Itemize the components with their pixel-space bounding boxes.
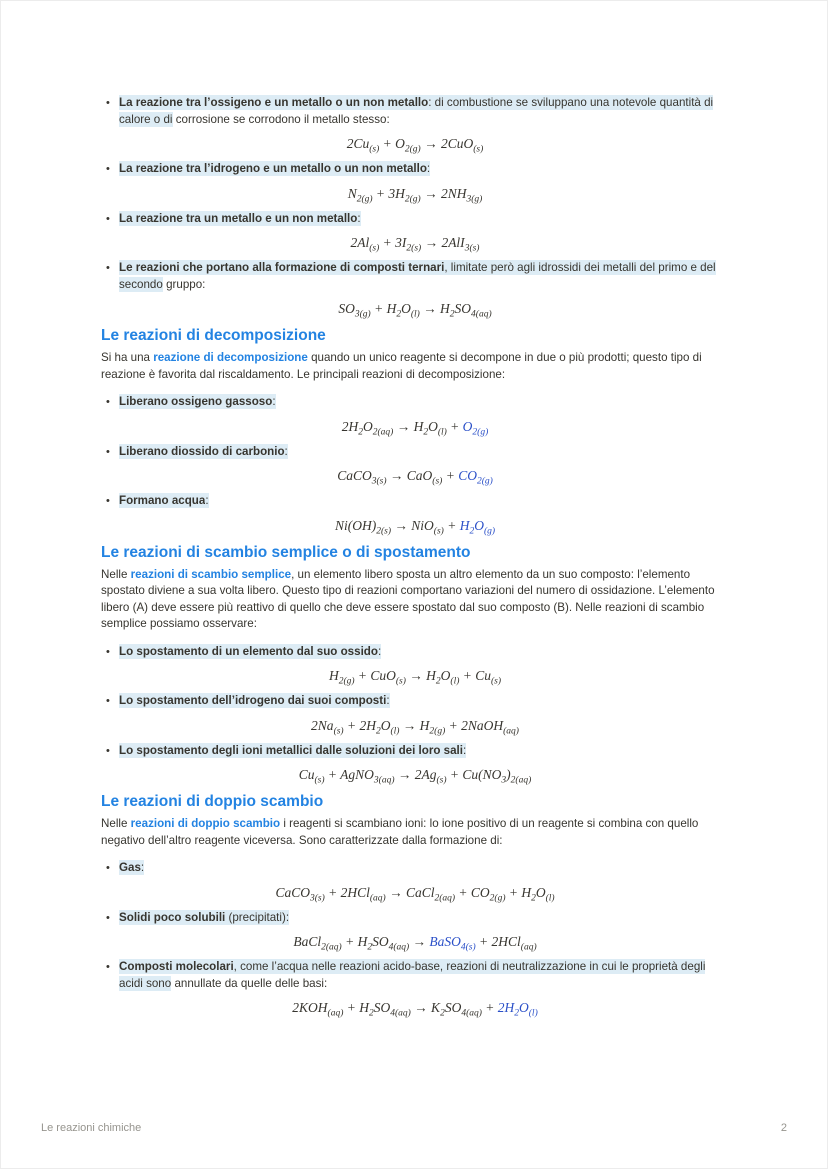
equation-term: + H bbox=[341, 934, 368, 949]
page-footer bbox=[41, 1122, 787, 1134]
bullet-text bbox=[119, 959, 729, 992]
equation-term: 3(s) bbox=[371, 476, 387, 487]
bullet-text bbox=[119, 644, 729, 661]
equation-term: 2 bbox=[368, 1008, 374, 1019]
equation-term: 2(g) bbox=[404, 144, 421, 155]
equation-term: SO bbox=[454, 301, 472, 316]
equation-term: + H bbox=[370, 301, 397, 316]
equation-term: + 2HCl bbox=[475, 934, 521, 949]
text-run: quando un unico reagente si decompone in due o più prodotti; questo tipo di reazione è favorita dal riscaldamento. Le principali reazioni di decomposizione: bbox=[101, 351, 702, 381]
highlighted-text: Composti molecolari bbox=[119, 960, 234, 973]
bullet-item bbox=[101, 493, 729, 510]
highlighted-text: : bbox=[272, 395, 276, 408]
text-run: Nelle bbox=[101, 567, 131, 581]
highlighted-text: : bbox=[463, 743, 467, 757]
equation-term: → NiO bbox=[391, 517, 434, 533]
equation-term: SO bbox=[373, 1000, 391, 1015]
highlighted-text: Gas bbox=[119, 861, 141, 874]
equation-term: → bbox=[409, 934, 430, 949]
text-run: gruppo: bbox=[162, 277, 206, 291]
accent-text: reazioni di doppio scambio bbox=[130, 817, 281, 830]
chemical-equation bbox=[101, 418, 729, 438]
highlighted-text: : bbox=[284, 444, 288, 458]
equation-term: + bbox=[446, 418, 463, 434]
equation-term: 2 bbox=[514, 1008, 520, 1019]
bullet-marker: • bbox=[106, 695, 110, 707]
bullet-marker: • bbox=[106, 262, 110, 274]
bullet-text bbox=[119, 394, 729, 411]
equation-term: (s) bbox=[433, 526, 444, 537]
equation-term: N bbox=[347, 185, 357, 201]
highlighted-text: , come l’acqua nelle reazioni acido-base, reazioni di neutralizzazione in cui le proprietà degli acidi sono bbox=[119, 960, 706, 990]
equation-term: 3(s) bbox=[464, 243, 480, 254]
equation-term: → 2CuO bbox=[420, 136, 474, 151]
highlighted-text: : bbox=[140, 861, 145, 874]
equation-term: + 2H bbox=[343, 717, 376, 733]
footer-doc-title: Le reazioni chimiche bbox=[41, 1122, 142, 1134]
equation-term: 2 bbox=[440, 1008, 445, 1019]
equation-term: O bbox=[519, 1000, 529, 1015]
equation-term: O bbox=[363, 418, 373, 434]
equation-term: 2(g) bbox=[429, 726, 446, 737]
text-run: corrosione se corrodono il metallo stesso: bbox=[172, 112, 390, 126]
equation-term: → K bbox=[410, 1000, 441, 1015]
bullet-marker: • bbox=[106, 396, 110, 408]
paragraph bbox=[101, 567, 729, 633]
equation-term: 3(g) bbox=[354, 309, 371, 320]
equation-term: 2(aq) bbox=[321, 942, 342, 953]
highlighted-text: (precipitati): bbox=[225, 910, 290, 924]
text-run: Nelle bbox=[101, 817, 131, 830]
bullet-item bbox=[101, 959, 729, 992]
equation-term: (s) bbox=[473, 144, 484, 155]
highlighted-text: : di combustione se sviluppano una notevole quantità di calore o di bbox=[119, 96, 714, 126]
equation-term: (s) bbox=[314, 775, 325, 786]
equation-term: 2 bbox=[367, 942, 373, 953]
bullet-text bbox=[119, 211, 729, 228]
paragraph bbox=[101, 350, 729, 383]
section-heading: Le reazioni di scambio semplice o di spostamento bbox=[101, 543, 471, 561]
equation-term: → 2Ag bbox=[394, 767, 437, 782]
equation-term: (l) bbox=[390, 726, 400, 737]
equation-term: 2 bbox=[375, 726, 381, 737]
bullet-marker: • bbox=[106, 645, 110, 658]
equation-term: (aq) bbox=[520, 942, 537, 953]
equation-term: (s) bbox=[436, 775, 447, 786]
equation-term: + H bbox=[505, 884, 532, 900]
page-number: 2 bbox=[780, 1122, 787, 1134]
equation-term: O bbox=[474, 517, 484, 533]
equation-term: (aq) bbox=[327, 1008, 344, 1019]
bullet-text bbox=[119, 95, 729, 128]
highlighted-text: La reazione tra l’idrogeno e un metallo o un non metallo bbox=[119, 162, 427, 175]
equation-term: + CO bbox=[455, 884, 490, 900]
chemical-equation bbox=[101, 235, 729, 254]
equation-term: (s) bbox=[369, 243, 380, 254]
bullet-item bbox=[101, 693, 729, 710]
equation-term: 2Cu bbox=[346, 136, 370, 151]
equation-term: 2(s) bbox=[406, 243, 422, 254]
equation-term: 2(g) bbox=[489, 893, 506, 904]
equation-term: + bbox=[442, 468, 459, 483]
bullet-marker: • bbox=[106, 862, 110, 874]
bullet-marker: • bbox=[106, 97, 110, 109]
bullet-marker: • bbox=[106, 744, 110, 757]
equation-term: (s) bbox=[369, 144, 380, 155]
highlighted-text: Formano acqua bbox=[119, 494, 206, 507]
highlighted-text: Solidi poco solubili bbox=[119, 910, 226, 924]
bullet-text bbox=[119, 493, 729, 510]
equation-term: 2(aq) bbox=[434, 893, 456, 904]
highlighted-text: Le reazioni che portano alla formazione di composti ternari bbox=[119, 261, 445, 274]
equation-term: SO bbox=[372, 934, 389, 949]
equation-term: BaSO bbox=[429, 934, 461, 949]
bullet-text bbox=[119, 860, 729, 877]
highlighted-text: La reazione tra l’ossigeno e un metallo o un non metallo bbox=[119, 96, 429, 109]
equation-term: 2KOH bbox=[292, 1000, 328, 1015]
equation-term: BaCl bbox=[293, 934, 322, 949]
equation-term: (s) bbox=[395, 676, 406, 687]
equation-term: (aq) bbox=[369, 893, 386, 904]
text-run: Si ha una bbox=[101, 351, 154, 364]
section-heading: Le reazioni di doppio scambio bbox=[101, 793, 324, 810]
equation-term: 2 bbox=[435, 676, 441, 687]
equation-term: 2Al bbox=[350, 235, 370, 250]
equation-term: SO bbox=[338, 301, 355, 316]
highlighted-text: Lo spostamento dell’idrogeno dai suoi composti bbox=[119, 694, 387, 707]
equation-term: 3(s) bbox=[309, 893, 325, 904]
highlighted-text: : bbox=[386, 694, 390, 707]
bullet-item bbox=[101, 644, 729, 661]
highlighted-text: , limitate però agli idrossidi dei metalli del primo e del secondo bbox=[119, 261, 716, 291]
equation-term: (l) bbox=[450, 676, 460, 687]
equation-term: + Cu(NO bbox=[446, 767, 502, 782]
chemical-equation bbox=[101, 767, 729, 786]
bullet-item bbox=[101, 394, 729, 411]
bullet-item bbox=[101, 161, 729, 178]
equation-term: 4(s) bbox=[460, 942, 476, 953]
equation-term: + CuO bbox=[354, 668, 396, 683]
bullet-text bbox=[119, 743, 729, 760]
bullet-marker: • bbox=[106, 163, 110, 175]
bullet-marker: • bbox=[106, 495, 110, 507]
bullet-marker: • bbox=[106, 911, 110, 924]
equation-term: → H bbox=[419, 301, 450, 316]
equation-term: Cu bbox=[298, 767, 315, 782]
bullet-text bbox=[119, 260, 729, 293]
chemical-equation bbox=[101, 185, 729, 205]
chemical-equation bbox=[101, 517, 729, 537]
equation-term: 3(aq) bbox=[373, 775, 395, 786]
equation-term: 2 bbox=[531, 893, 536, 904]
equation-term: + bbox=[443, 517, 460, 533]
equation-term: 4(aq) bbox=[471, 309, 492, 320]
equation-term: 2H bbox=[497, 1000, 515, 1015]
highlighted-text: : bbox=[357, 211, 361, 225]
equation-term: CO bbox=[458, 468, 477, 483]
equation-term: + 3I bbox=[379, 235, 407, 250]
equation-term: (s) bbox=[432, 476, 443, 487]
equation-term: 2(g) bbox=[476, 476, 493, 487]
chemical-equation bbox=[101, 934, 729, 953]
equation-term: (aq) bbox=[503, 726, 519, 737]
highlighted-text: : bbox=[205, 494, 209, 507]
equation-term: (l) bbox=[545, 893, 555, 904]
bullet-item bbox=[101, 444, 729, 461]
equation-term: 2H bbox=[341, 418, 359, 434]
equation-term: O bbox=[440, 668, 451, 683]
equation-term: Ni(OH) bbox=[334, 517, 377, 533]
equation-term: → 2NH bbox=[420, 185, 467, 201]
equation-term: → H bbox=[405, 668, 436, 683]
bullet-marker: • bbox=[106, 212, 110, 225]
equation-term: + 3H bbox=[372, 185, 405, 201]
equation-term: O bbox=[535, 884, 546, 900]
bullet-text bbox=[119, 693, 729, 710]
equation-term: O bbox=[428, 418, 438, 434]
equation-term: 2(g) bbox=[472, 427, 489, 438]
paragraph bbox=[101, 816, 729, 849]
chemical-equation bbox=[101, 1000, 729, 1019]
equation-term: (s) bbox=[333, 726, 344, 737]
equation-term: → H bbox=[393, 418, 424, 434]
equation-term: 2(g) bbox=[356, 194, 373, 205]
text-run: i reagenti si scambiano ioni: lo ione positivo di un reagente si combina con quello negativo dell’altro reagente viceversa. Sono caratterizzate dalla formazione di: bbox=[101, 817, 699, 847]
equation-term: 4(aq) bbox=[390, 1008, 411, 1019]
highlighted-text: Liberano ossigeno gassoso bbox=[119, 395, 273, 408]
chemical-equation bbox=[101, 468, 729, 487]
equation-term: 2(aq) bbox=[510, 775, 532, 786]
equation-term: H bbox=[328, 668, 339, 683]
bullet-text bbox=[119, 161, 729, 178]
chemical-equation bbox=[101, 301, 729, 320]
highlighted-text: Lo spostamento di un elemento dal suo ossido bbox=[119, 644, 378, 658]
equation-term: 4(aq) bbox=[388, 942, 410, 953]
bullet-marker: • bbox=[106, 961, 110, 973]
equation-term: → 2AlI bbox=[421, 235, 465, 250]
bullet-item bbox=[101, 743, 729, 760]
equation-term: → H bbox=[399, 717, 430, 733]
equation-term: 2 bbox=[449, 309, 455, 320]
equation-term: + 2NaOH bbox=[445, 717, 504, 733]
equation-term: + Cu bbox=[459, 668, 492, 683]
equation-term: CaCO bbox=[275, 884, 310, 900]
chemical-equation bbox=[101, 136, 729, 155]
highlighted-text: Lo spostamento degli ioni metallici dalle soluzioni dei loro sali bbox=[119, 743, 464, 757]
equation-term: + O bbox=[379, 136, 405, 151]
equation-term: 2(g) bbox=[404, 194, 421, 205]
equation-term: → CaO bbox=[386, 468, 433, 483]
bullet-marker: • bbox=[106, 445, 110, 458]
equation-term: 2(g) bbox=[338, 676, 355, 687]
equation-term: → CaCl bbox=[385, 884, 435, 900]
equation-term: 2(s) bbox=[376, 526, 392, 537]
equation-term: (g) bbox=[483, 526, 496, 537]
bullet-item bbox=[101, 910, 729, 927]
equation-term: 2 bbox=[358, 427, 363, 438]
bullet-item bbox=[101, 260, 729, 293]
equation-term: H bbox=[459, 517, 470, 533]
equation-term: + bbox=[481, 1000, 498, 1015]
equation-term: 4(aq) bbox=[461, 1008, 482, 1019]
equation-term: (l) bbox=[528, 1008, 538, 1019]
text-run: , un elemento libero sposta un altro elemento da un suo composto: l’elemento spostato diviene a sua volta libero. Questo tipo di reazioni comportano variazioni del numero di ossidazione. L’elemento libero (A) deve essere più reattivo di quello che deve essere spostato dal suo composto (B). Nelle reazioni di scambio semplice possiamo osservare: bbox=[101, 567, 715, 630]
bullet-item bbox=[101, 95, 729, 128]
equation-term: + H bbox=[343, 1000, 369, 1015]
highlighted-text: La reazione tra un metallo e un non metallo bbox=[119, 211, 358, 225]
equation-term: SO bbox=[444, 1000, 462, 1015]
equation-term: 2 bbox=[469, 526, 475, 537]
accent-text: reazione di decomposizione bbox=[153, 351, 308, 364]
equation-term: 2(aq) bbox=[372, 427, 394, 438]
equation-term: (l) bbox=[437, 427, 447, 438]
equation-term: 3(g) bbox=[466, 194, 483, 205]
text-run: annullate da quelle delle basi: bbox=[171, 976, 328, 990]
bullet-text bbox=[119, 910, 729, 927]
equation-term: O bbox=[401, 301, 411, 316]
equation-term: 2 bbox=[396, 309, 402, 320]
bullet-item bbox=[101, 211, 729, 228]
equation-term: 3 bbox=[501, 775, 507, 786]
equation-term: 2 bbox=[423, 427, 429, 438]
equation-term: (l) bbox=[410, 309, 420, 320]
chemical-equation bbox=[101, 884, 729, 904]
highlighted-text: : bbox=[426, 162, 431, 175]
chemical-equation bbox=[101, 717, 729, 737]
equation-term: O bbox=[380, 717, 391, 733]
equation-term: ) bbox=[506, 767, 511, 782]
equation-term: + AgNO bbox=[324, 767, 374, 782]
accent-text: reazioni di scambio semplice bbox=[130, 567, 292, 581]
equation-term: (s) bbox=[491, 676, 502, 687]
document-content bbox=[101, 95, 729, 1025]
bullet-item bbox=[101, 860, 729, 877]
equation-term: CaCO bbox=[337, 468, 372, 483]
highlighted-text: Liberano diossido di carbonio bbox=[119, 444, 285, 458]
highlighted-text: : bbox=[377, 644, 382, 658]
equation-term: 2Na bbox=[311, 717, 334, 733]
equation-term: O bbox=[462, 418, 473, 434]
chemical-equation bbox=[101, 668, 729, 687]
section-heading: Le reazioni di decomposizione bbox=[101, 327, 326, 344]
bullet-text bbox=[119, 444, 729, 461]
equation-term: + 2HCl bbox=[324, 884, 370, 900]
